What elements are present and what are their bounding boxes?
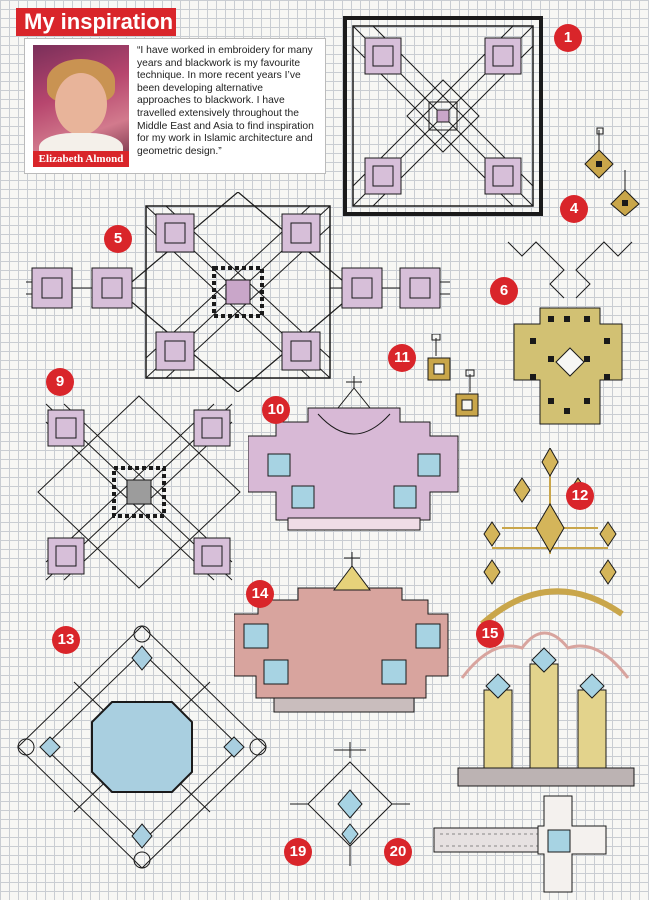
design-number-13: 13	[52, 626, 80, 654]
design-number-5: 5	[104, 225, 132, 253]
design-20-chart	[426, 794, 612, 894]
designer-photo	[33, 45, 129, 165]
designer-name: Elizabeth Almond	[33, 151, 129, 167]
design-number-6: 6	[490, 277, 518, 305]
design-9-chart	[34, 392, 244, 592]
page-title: My inspiration	[16, 8, 176, 36]
design-number-19: 19	[284, 838, 312, 866]
design-number-14: 14	[246, 580, 274, 608]
design-4-chart	[583, 126, 643, 216]
design-1-chart	[343, 16, 543, 216]
design-number-1: 1	[554, 24, 582, 52]
design-number-15: 15	[476, 620, 504, 648]
design-5-chart	[26, 192, 450, 392]
design-number-4: 4	[560, 195, 588, 223]
design-number-10: 10	[262, 396, 290, 424]
design-number-11: 11	[388, 344, 416, 372]
design-6-chart	[500, 238, 640, 428]
profile-box	[24, 38, 326, 174]
design-13-chart	[14, 622, 270, 872]
design-number-20: 20	[384, 838, 412, 866]
design-number-9: 9	[46, 368, 74, 396]
design-12-chart	[462, 448, 638, 624]
designer-quote: “I have worked in embroidery for many years and blackwork is my favourite technique. In more recent years I’ve been developing alternative approaches to blackwork. I have travelled extensively throughout the Middle East and Asia to find inspiration for my work in Islamic architecture and geometric design.”	[137, 45, 314, 157]
design-number-12: 12	[566, 482, 594, 510]
